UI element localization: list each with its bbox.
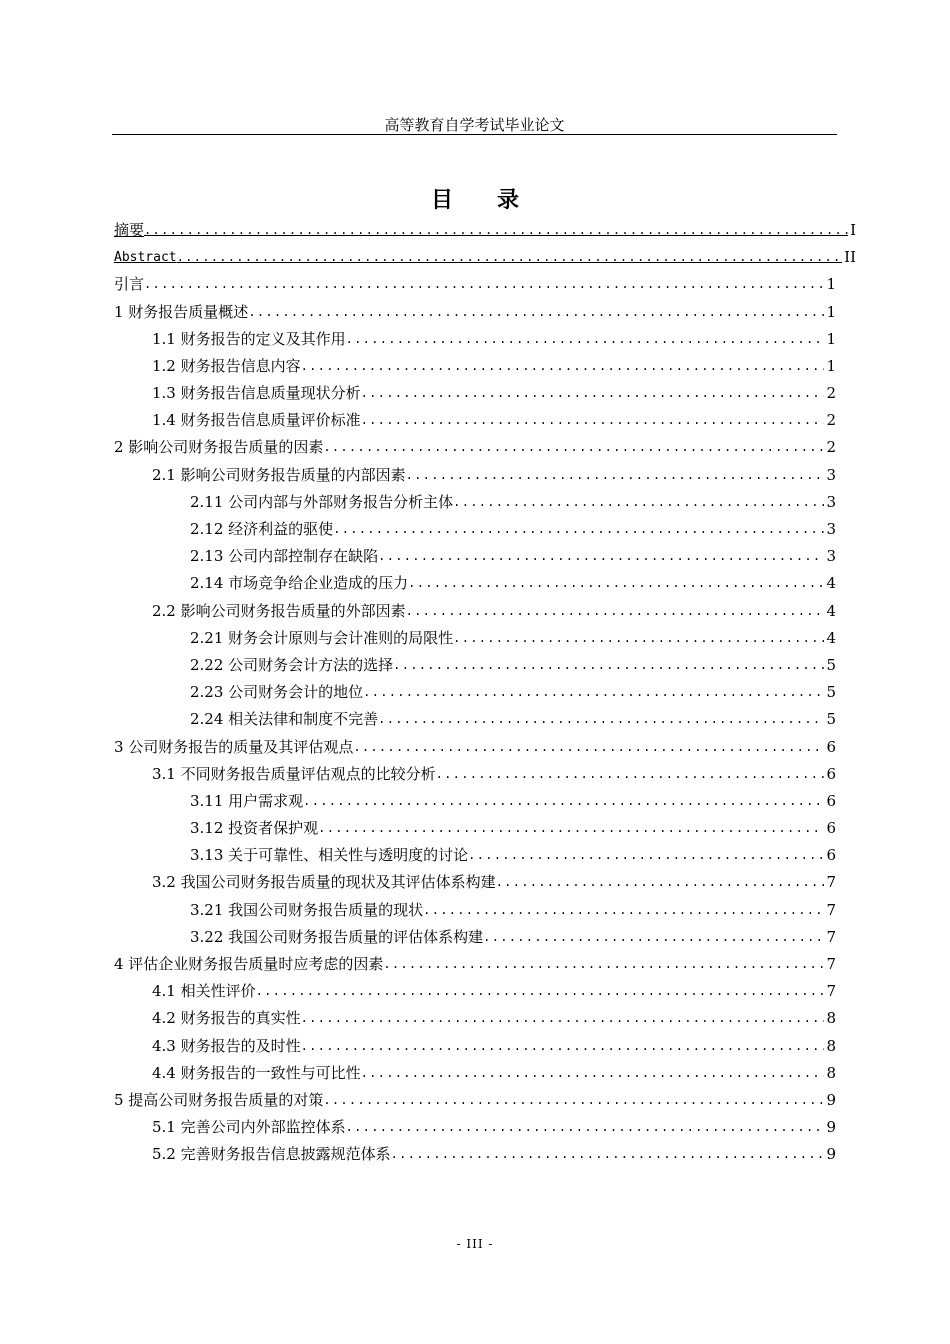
- toc-entry-page: 6: [826, 791, 836, 810]
- toc-entry-page: 6: [826, 846, 836, 865]
- dot-leader: [361, 1060, 825, 1087]
- toc-entry-label: 5 提高公司财务报告质量的对策: [114, 1090, 324, 1109]
- page-header: 高等教育自学考试毕业论文: [384, 116, 565, 134]
- dot-leader: [393, 652, 824, 679]
- toc-entry: [114, 462, 836, 489]
- toc-entry: [114, 435, 836, 462]
- dot-leader: [423, 897, 824, 924]
- toc-entry-label: 引言: [114, 275, 145, 294]
- toc-entry: [114, 407, 836, 434]
- dot-leader: [408, 570, 824, 597]
- toc-entry-label: 2.2 影响公司财务报告质量的外部因素: [152, 601, 406, 620]
- toc-entry: [114, 870, 836, 897]
- toc-entry-label: 1 财务报告质量概述: [114, 302, 249, 321]
- dot-leader: [406, 462, 825, 489]
- toc-entry: [114, 543, 836, 570]
- toc-entry-page: 6: [826, 819, 836, 838]
- toc-entry-page: 2: [826, 438, 836, 457]
- toc-entry-page: 3: [826, 520, 836, 539]
- toc-entry-label: 1.3 财务报告信息质量现状分析: [152, 384, 361, 403]
- dot-leader: [391, 1141, 825, 1168]
- toc-entry: [114, 842, 836, 869]
- toc-entry-label: 2.11 公司内部与外部财务报告分析主体: [190, 492, 454, 511]
- toc-entry: [114, 489, 836, 516]
- toc-entry-page: 4: [826, 628, 836, 647]
- toc-entry-label: 2.23 公司财务会计的地位: [190, 683, 364, 702]
- toc-entry-page: 8: [826, 1036, 836, 1055]
- toc-entry-page: 7: [826, 927, 836, 946]
- toc-entry-label: 5.1 完善公司内外部监控体系: [152, 1118, 346, 1137]
- toc-entry-label: 4.3 财务报告的及时性: [152, 1036, 301, 1055]
- toc-entry-page: 5: [826, 683, 836, 702]
- dot-leader: [361, 407, 825, 434]
- toc-entry-page: 1: [826, 329, 836, 348]
- toc-entry-page: 8: [826, 1009, 836, 1028]
- toc-entry-label: 2.12 经济利益的驱使: [190, 520, 334, 539]
- dot-leader: [256, 978, 825, 1005]
- toc-entry-label: 2.1 影响公司财务报告质量的内部因素: [152, 465, 406, 484]
- toc-entry[interactable]: [114, 244, 856, 271]
- dot-leader: [303, 788, 824, 815]
- toc-entry-page: 3: [826, 547, 836, 566]
- toc-entry-page: 4: [826, 574, 836, 593]
- toc-entry-label: 4.1 相关性评价: [152, 982, 256, 1001]
- toc-entry: [114, 706, 836, 733]
- toc-entry-page: 1: [826, 356, 836, 375]
- toc-entry-page: 9: [826, 1145, 836, 1164]
- toc-entry: [114, 516, 836, 543]
- toc-entry-page: 2: [826, 411, 836, 430]
- toc-entry-label: 5.2 完善财务报告信息披露规范体系: [152, 1145, 391, 1164]
- toc-entry-page: 4: [826, 601, 836, 620]
- dot-leader: [496, 869, 825, 896]
- toc-entry: [114, 1033, 836, 1060]
- dot-leader: [436, 761, 825, 788]
- toc-entry-label: 3.21 我国公司财务报告质量的现状: [190, 900, 424, 919]
- toc-entry: [114, 1087, 836, 1114]
- toc-entry: [114, 1005, 836, 1032]
- dot-leader: [144, 271, 824, 298]
- dot-leader: [453, 625, 824, 652]
- dot-leader: [323, 434, 824, 461]
- toc-entry-label: 4.4 财务报告的一致性与可比性: [152, 1063, 361, 1082]
- toc-entry: [114, 625, 836, 652]
- toc-entry: [114, 1141, 836, 1168]
- toc-entry: [114, 897, 836, 924]
- toc-entry: [114, 353, 836, 380]
- toc-entry-page: 8: [826, 1063, 836, 1082]
- toc-entry-page: 2: [826, 384, 836, 403]
- toc-entry-label: 2.21 财务会计原则与会计准则的局限性: [190, 628, 454, 647]
- toc-entry: [114, 326, 836, 353]
- dot-leader: [301, 1033, 825, 1060]
- toc-entry-label: 3 公司财务报告的质量及其评估观点: [114, 737, 354, 756]
- dot-leader: [346, 326, 825, 353]
- toc-entry: [114, 598, 836, 625]
- dot-leader: [248, 299, 824, 326]
- toc-entry-label: 摘要: [114, 220, 145, 239]
- dot-leader: [323, 1087, 824, 1114]
- toc-entry-label: 3.12 投资者保护观: [190, 819, 319, 838]
- toc-entry-label: 3.1 不同财务报告质量评估观点的比较分析: [152, 764, 436, 783]
- toc-entry-page: 7: [826, 900, 836, 919]
- toc-entry-label: 2.14 市场竞争给企业造成的压力: [190, 574, 409, 593]
- toc-entry: [114, 734, 836, 761]
- toc-entry: [114, 271, 836, 298]
- toc-entry-label: 1.4 财务报告信息质量评价标准: [152, 411, 361, 430]
- dot-leader: [453, 489, 824, 516]
- toc-entry-label: 2.24 相关法律和制度不完善: [190, 710, 379, 729]
- toc-entry-page: 1: [826, 302, 836, 321]
- toc-entry-label: 1.1 财务报告的定义及其作用: [152, 329, 346, 348]
- toc-entry-label: Abstract: [114, 250, 177, 266]
- toc-entry-page: II: [844, 248, 856, 267]
- dot-leader: [353, 734, 824, 761]
- toc-entry: [114, 788, 836, 815]
- toc-entry: [114, 924, 836, 951]
- toc-entry-page: I: [850, 220, 856, 239]
- toc-entry-label: 3.22 我国公司财务报告质量的评估体系构建: [190, 927, 484, 946]
- toc-entry: [114, 299, 836, 326]
- dot-leader: [378, 543, 824, 570]
- toc-entry-label: 3.2 我国公司财务报告质量的现状及其评估体系构建: [152, 873, 496, 892]
- toc-entry: [114, 679, 836, 706]
- toc-entry: [114, 1060, 836, 1087]
- toc-entry-page: 3: [826, 492, 836, 511]
- toc-entry: [114, 380, 836, 407]
- toc-entry-label: 2.22 公司财务会计方法的选择: [190, 655, 394, 674]
- dot-leader: [361, 380, 825, 407]
- dot-leader: [318, 815, 824, 842]
- dot-leader: [346, 1114, 825, 1141]
- toc-entry: [114, 978, 836, 1005]
- dot-leader: [177, 244, 843, 271]
- dot-leader: [333, 516, 824, 543]
- toc-entry-label: 4 评估企业财务报告质量时应考虑的因素: [114, 955, 384, 974]
- dot-leader: [144, 217, 848, 244]
- toc-entry-label: 3.11 用户需求观: [190, 791, 304, 810]
- dot-leader: [406, 598, 825, 625]
- toc-entry-page: 6: [826, 737, 836, 756]
- dot-leader: [383, 951, 824, 978]
- page-number: - III -: [456, 1237, 494, 1251]
- dot-leader: [483, 924, 824, 951]
- dot-leader: [301, 1005, 825, 1032]
- toc-entry-page: 6: [826, 764, 836, 783]
- toc-entry-label: 2 影响公司财务报告质量的因素: [114, 438, 324, 457]
- toc-title: 目录: [430, 188, 563, 213]
- toc-entry[interactable]: [114, 217, 856, 244]
- toc-entry-page: 5: [826, 655, 836, 674]
- toc-entry: [114, 652, 836, 679]
- toc-entry-label: 3.13 关于可靠性、相关性与透明度的讨论: [190, 846, 469, 865]
- toc-entry: [114, 1114, 836, 1141]
- toc-entry: [114, 951, 836, 978]
- toc-entry: [114, 570, 836, 597]
- toc-entry: [114, 815, 836, 842]
- toc-entry-page: 7: [826, 982, 836, 1001]
- toc-entry-page: 7: [826, 955, 836, 974]
- toc-entry-page: 9: [826, 1118, 836, 1137]
- toc-entry-label: 2.13 公司内部控制存在缺陷: [190, 547, 379, 566]
- toc-entry-label: 1.2 财务报告信息内容: [152, 356, 301, 375]
- dot-leader: [468, 842, 824, 869]
- toc-entry-page: 3: [826, 465, 836, 484]
- dot-leader: [378, 706, 824, 733]
- dot-leader: [363, 679, 824, 706]
- dot-leader: [301, 353, 825, 380]
- toc-entry-page: 1: [826, 275, 836, 294]
- header-divider: [112, 134, 837, 135]
- toc-entry-page: 9: [826, 1090, 836, 1109]
- toc-entry-page: 5: [826, 710, 836, 729]
- toc-entry-page: 7: [826, 873, 836, 892]
- toc-entry-label: 4.2 财务报告的真实性: [152, 1009, 301, 1028]
- table-of-contents: [114, 217, 856, 1169]
- toc-entry: [114, 761, 836, 788]
